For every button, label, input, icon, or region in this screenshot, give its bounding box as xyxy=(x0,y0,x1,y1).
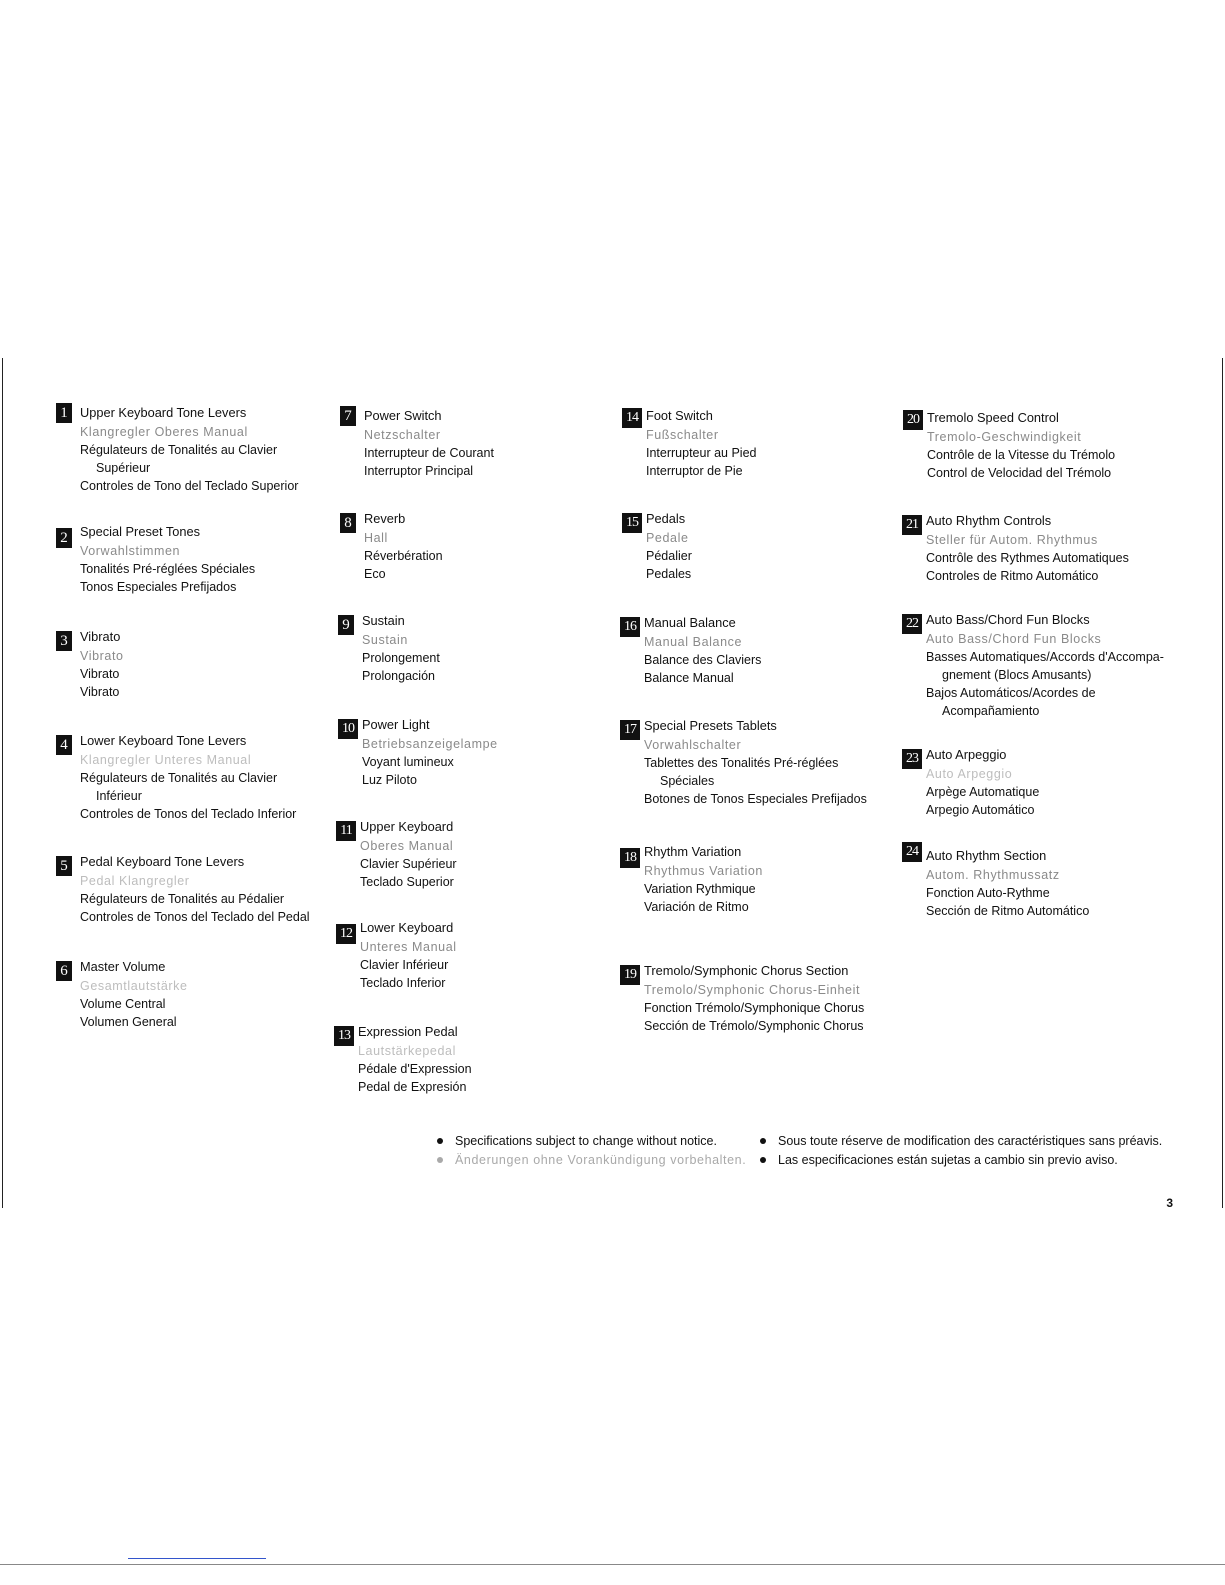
label-english: Auto Rhythm Section xyxy=(926,848,1047,863)
label-spanish: Sección de Trémolo/Symphonic Chorus xyxy=(644,1019,864,1033)
label-english: Power Light xyxy=(362,717,430,732)
footnote-english xyxy=(437,1132,717,1150)
label-english: Lower Keyboard Tone Levers xyxy=(80,733,247,748)
label-spanish-cont: Acompañamiento xyxy=(942,704,1040,718)
label-french: Régulateurs de Tonalités au Clavier xyxy=(80,443,278,457)
label-spanish: Botones de Tonos Especiales Prefijados xyxy=(644,792,867,806)
label-english: Foot Switch xyxy=(646,408,713,423)
item-number-badge: 19 xyxy=(620,965,640,985)
bullet-icon xyxy=(760,1138,766,1144)
label-german: Lautstärkepedal xyxy=(358,1044,456,1058)
label-french-cont: gnement (Blocs Amusants) xyxy=(942,668,1092,682)
item-number-badge: 12 xyxy=(336,924,356,944)
label-english: Rhythm Variation xyxy=(644,844,742,859)
label-spanish: Tonos Especiales Prefijados xyxy=(80,580,237,594)
label-english: Upper Keyboard Tone Levers xyxy=(80,405,247,420)
item-number-badge: 9 xyxy=(338,615,354,635)
label-french-cont: Supérieur xyxy=(96,461,151,475)
label-german: Betriebsanzeigelampe xyxy=(362,737,498,751)
footnote-french xyxy=(760,1132,1162,1150)
item-number-badge: 16 xyxy=(620,617,640,637)
label-french: Balance des Claviers xyxy=(644,653,762,667)
label-english: Manual Balance xyxy=(644,615,736,630)
legend-entry-23 xyxy=(902,745,1172,819)
item-number-badge: 15 xyxy=(622,513,642,533)
item-number-badge: 6 xyxy=(56,961,72,981)
legend-entry-12 xyxy=(336,918,606,992)
legend-entry-24 xyxy=(902,846,1172,920)
legend-entry-5 xyxy=(56,852,326,926)
legend-entry-11 xyxy=(336,817,606,891)
item-number-badge: 22 xyxy=(902,614,922,634)
legend-entry-2 xyxy=(56,522,326,596)
label-english: Pedals xyxy=(646,511,686,526)
item-number-badge: 7 xyxy=(340,406,356,426)
label-german: Sustain xyxy=(362,633,408,647)
label-french: Pédalier xyxy=(646,549,692,563)
label-german: Tremolo/Symphonic Chorus-Einheit xyxy=(644,983,861,997)
footnote-german xyxy=(437,1151,746,1169)
label-german: Pedale xyxy=(646,531,689,545)
page-edge-right-rule xyxy=(1222,358,1223,1208)
item-number-badge: 13 xyxy=(334,1026,354,1046)
item-number-badge: 21 xyxy=(902,515,922,535)
item-number-badge: 14 xyxy=(622,408,642,428)
label-spanish: Controles de Ritmo Automático xyxy=(926,569,1099,583)
label-english: Expression Pedal xyxy=(358,1024,458,1039)
item-number-badge: 18 xyxy=(620,848,640,868)
label-german: Oberes Manual xyxy=(360,839,454,853)
label-german: Hall xyxy=(364,531,388,545)
label-german: Auto Bass/Chord Fun Blocks xyxy=(926,632,1102,646)
label-french: Fonction Auto-Rythme xyxy=(926,886,1050,900)
label-french: Réverbération xyxy=(364,549,443,563)
footnote-text: Sous toute réserve de modification des caractéristiques sans préavis. xyxy=(778,1134,1163,1148)
label-english: Tremolo Speed Control xyxy=(927,410,1059,425)
item-number-badge: 3 xyxy=(56,631,72,651)
label-spanish: Teclado Inferior xyxy=(360,976,446,990)
label-english: Vibrato xyxy=(80,629,121,644)
label-french: Pédale d'Expression xyxy=(358,1062,472,1076)
label-german: Unteres Manual xyxy=(360,940,457,954)
page-edge-left-rule xyxy=(2,358,3,1208)
label-english: Pedal Keyboard Tone Levers xyxy=(80,854,245,869)
label-english: Reverb xyxy=(364,511,406,526)
legend-entry-18 xyxy=(620,842,890,916)
label-english: Power Switch xyxy=(364,408,442,423)
label-german: Netzschalter xyxy=(364,428,441,442)
label-german: Pedal Klangregler xyxy=(80,874,190,888)
label-german: Vorwahlstimmen xyxy=(80,544,181,558)
legend-entry-13 xyxy=(334,1022,604,1096)
page-number: 3 xyxy=(1166,1196,1173,1210)
legend-entry-1 xyxy=(56,403,326,495)
item-number-badge: 11 xyxy=(336,821,356,841)
legend-entry-4 xyxy=(56,731,326,823)
label-french: Contrôle des Rythmes Automatiques xyxy=(926,551,1129,565)
label-english: Upper Keyboard xyxy=(360,819,454,834)
label-french: Basses Automatiques/Accords d'Accompa- xyxy=(926,650,1164,664)
label-spanish: Pedal de Expresión xyxy=(358,1080,467,1094)
label-english: Special Preset Tones xyxy=(80,524,200,539)
label-german: Manual Balance xyxy=(644,635,743,649)
label-german: Tremolo-Geschwindigkeit xyxy=(927,430,1082,444)
label-spanish: Teclado Superior xyxy=(360,875,454,889)
legend-entry-6 xyxy=(56,957,326,1031)
label-spanish: Luz Piloto xyxy=(362,773,417,787)
label-french: Tonalités Pré-réglées Spéciales xyxy=(80,562,256,576)
label-german: Gesamtlautstärke xyxy=(80,979,188,993)
label-french-cont: Inférieur xyxy=(96,789,142,803)
label-french: Volume Central xyxy=(80,997,166,1011)
label-french: Clavier Supérieur xyxy=(360,857,457,871)
label-english: Tremolo/Symphonic Chorus Section xyxy=(644,963,849,978)
legend-entry-9 xyxy=(338,611,608,685)
item-number-badge: 5 xyxy=(56,856,72,876)
label-french: Variation Rythmique xyxy=(644,882,756,896)
footnote-text: Specifications subject to change without notice. xyxy=(455,1134,717,1148)
label-english: Lower Keyboard xyxy=(360,920,454,935)
legend-entry-14 xyxy=(622,406,892,480)
legend-entry-19 xyxy=(620,961,890,1035)
label-spanish: Controles de Tonos del Teclado del Pedal xyxy=(80,910,310,924)
legend-entry-22 xyxy=(902,610,1202,720)
label-spanish: Bajos Automáticos/Acordes de xyxy=(926,686,1096,700)
label-spanish: Interruptor Principal xyxy=(364,464,474,478)
label-spanish: Variación de Ritmo xyxy=(644,900,749,914)
label-french: Fonction Trémolo/Symphonique Chorus xyxy=(644,1001,865,1015)
label-spanish: Vibrato xyxy=(80,685,120,699)
label-french: Contrôle de la Vitesse du Trémolo xyxy=(927,448,1116,462)
label-french: Voyant lumineux xyxy=(362,755,454,769)
label-english: Master Volume xyxy=(80,959,166,974)
label-french: Prolongement xyxy=(362,651,440,665)
label-spanish: Volumen General xyxy=(80,1015,177,1029)
legend-entry-20 xyxy=(903,408,1173,482)
item-number-badge: 20 xyxy=(903,410,923,430)
label-english: Special Presets Tablets xyxy=(644,718,777,733)
label-english: Auto Bass/Chord Fun Blocks xyxy=(926,612,1090,627)
legend-entry-7 xyxy=(340,406,610,480)
bullet-icon xyxy=(437,1138,443,1144)
footnote-text: Änderungen ohne Vorankündigung vorbehalten. xyxy=(455,1153,747,1167)
label-french: Interrupteur au Pied xyxy=(646,446,757,460)
label-german: Klangregler Unteres Manual xyxy=(80,753,252,767)
label-english: Auto Rhythm Controls xyxy=(926,513,1052,528)
legend-entry-15 xyxy=(622,509,892,583)
label-german: Rhythmus Variation xyxy=(644,864,763,878)
item-number-badge: 23 xyxy=(902,749,922,769)
label-spanish: Pedales xyxy=(646,567,692,581)
item-number-badge: 4 xyxy=(56,735,72,755)
label-french: Vibrato xyxy=(80,667,120,681)
item-number-badge: 1 xyxy=(56,403,72,423)
bullet-icon xyxy=(760,1157,766,1163)
label-spanish: Control de Velocidad del Trémolo xyxy=(927,466,1112,480)
label-french: Régulateurs de Tonalités au Clavier xyxy=(80,771,278,785)
label-german: Vibrato xyxy=(80,649,124,663)
label-spanish: Sección de Ritmo Automático xyxy=(926,904,1090,918)
item-number-badge: 2 xyxy=(56,528,72,548)
label-french: Clavier Inférieur xyxy=(360,958,449,972)
label-french: Tablettes des Tonalités Pré-réglées xyxy=(644,756,839,770)
label-spanish: Balance Manual xyxy=(644,671,734,685)
label-german: Fußschalter xyxy=(646,428,719,442)
legend-entry-3 xyxy=(56,627,326,701)
legend-entry-8 xyxy=(340,509,610,583)
legend-entry-17 xyxy=(620,716,910,808)
legend-entry-21 xyxy=(902,511,1172,585)
label-german: Autom. Rhythmussatz xyxy=(926,868,1060,882)
item-number-badge: 10 xyxy=(338,719,358,739)
footnote-text: Las especificaciones están sujetas a cambio sin previo aviso. xyxy=(778,1153,1118,1167)
bottom-link-underline xyxy=(128,1558,266,1559)
item-number-badge: 24 xyxy=(902,842,922,862)
label-spanish: Interruptor de Pie xyxy=(646,464,743,478)
label-spanish: Controles de Tonos del Teclado Inferior xyxy=(80,807,297,821)
item-number-badge: 8 xyxy=(340,513,356,533)
label-german: Steller für Autom. Rhythmus xyxy=(926,533,1098,547)
label-spanish: Eco xyxy=(364,567,386,581)
label-german: Auto Arpeggio xyxy=(926,767,1013,781)
label-french: Interrupteur de Courant xyxy=(364,446,494,460)
label-french: Régulateurs de Tonalités au Pédalier xyxy=(80,892,285,906)
label-english: Sustain xyxy=(362,613,405,628)
bullet-icon xyxy=(437,1157,443,1163)
label-spanish: Arpegio Automático xyxy=(926,803,1035,817)
label-french: Arpège Automatique xyxy=(926,785,1040,799)
label-german: Klangregler Oberes Manual xyxy=(80,425,248,439)
legend-entry-16 xyxy=(620,613,890,687)
item-number-badge: 17 xyxy=(620,720,640,740)
legend-entry-10 xyxy=(338,715,608,789)
label-spanish: Controles de Tono del Teclado Superior xyxy=(80,479,299,493)
label-german: Vorwahlschalter xyxy=(644,738,742,752)
label-spanish: Prolongación xyxy=(362,669,435,683)
bottom-rule xyxy=(0,1564,1225,1565)
label-english: Auto Arpeggio xyxy=(926,747,1007,762)
footnote-spanish xyxy=(760,1151,1118,1169)
label-french-cont: Spéciales xyxy=(660,774,715,788)
